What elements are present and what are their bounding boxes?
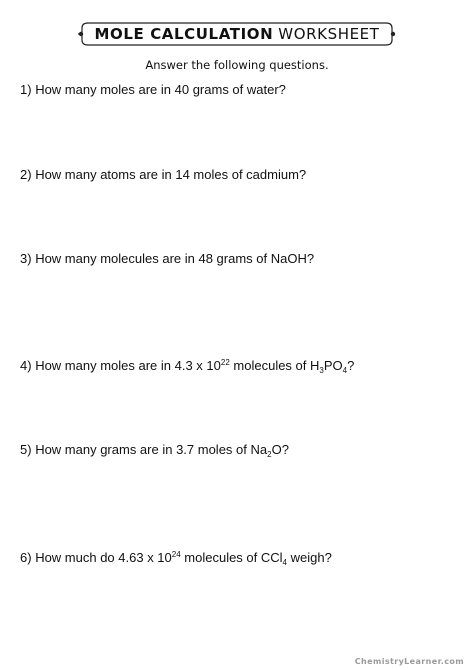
subscript: 4 [282,558,287,567]
question-3 [20,251,314,266]
question-number: 4) [20,358,32,373]
title-banner [78,20,396,48]
title-bold-part: MOLE CALCULATION [94,25,274,43]
subscript: 3 [319,366,324,375]
question-1 [20,82,286,97]
exponent: 22 [220,358,230,367]
worksheet-title [78,20,396,48]
question-text: How many moles are in 40 grams of water? [35,82,286,97]
title-light-part: WORKSHEET [278,25,380,43]
instructions: Answer the following questions. [145,58,329,72]
question-number: 6) [20,550,32,565]
question-text: How many grams are in 3.7 moles of $Na_2O$? [35,442,289,459]
question-number: 1) [20,82,32,97]
question-4 [20,358,354,373]
question-text: How many atoms are in 14 moles of cadmium? [35,167,307,182]
question-text: How many moles are in 4.3 x $10^{22}$ molecules of $H_3PO_4$? [35,358,355,375]
subscript: 2 [267,450,272,459]
subscript: 4 [342,366,348,375]
question-2 [20,167,306,182]
question-number: 5) [20,442,32,457]
site-logo: ChemistryLearner.com [354,657,464,666]
exponent: 24 [171,550,181,559]
question-number: 3) [20,251,32,266]
question-text: How many molecules are in 48 grams of NaOH? [35,251,315,266]
question-5 [20,442,289,457]
question-text: How much do 4.63 x $10^{24}$ molecules of CCl$_4$ weigh? [35,550,332,567]
question-number: 2) [20,167,32,182]
question-6 [20,550,332,565]
